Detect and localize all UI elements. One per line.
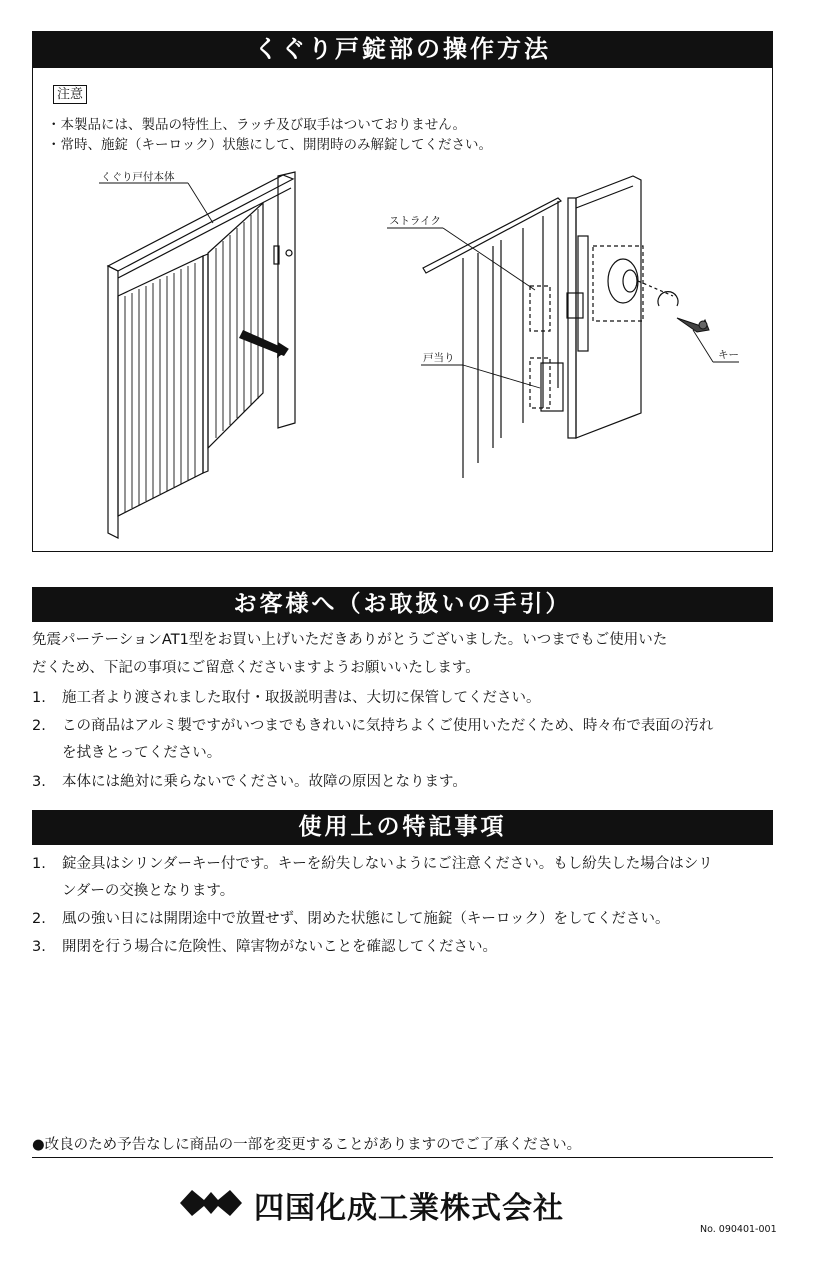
note-item-3-num: 3. bbox=[32, 939, 46, 955]
company-name: 四国化成工業株式会社 bbox=[254, 1191, 564, 1226]
intro-line-1: 免震パーテーションAT1型をお買い上げいただきありがとうございました。いつまでもご使用いた bbox=[32, 632, 668, 648]
section1-title: くぐり戸錠部の操作方法 bbox=[32, 31, 773, 68]
care-item-2 bbox=[32, 716, 713, 736]
document-number: No. 090401-001 bbox=[700, 1224, 777, 1235]
note-item-1-cont: ンダーの交換となります。 bbox=[62, 883, 235, 899]
care-item-1-num: 1. bbox=[32, 690, 46, 706]
caution-label: 注意 bbox=[53, 85, 87, 104]
care-item-2-num: 2. bbox=[32, 718, 46, 734]
section2-title: お客様へ（お取扱いの手引） bbox=[32, 587, 773, 622]
caution-note-1: ・本製品には、製品の特性上、ラッチ及び取手はついておりません。 bbox=[47, 117, 467, 133]
note-item-1-text: 錠金具はシリンダーキー付です。キーを紛失しないようにご注意ください。もし紛失した場合はシリ bbox=[62, 856, 713, 872]
care-item-2-cont: を拭きとってください。 bbox=[62, 745, 222, 761]
door-lock-diagram bbox=[33, 68, 772, 551]
note-item-1-num: 1. bbox=[32, 856, 46, 872]
note-item-3 bbox=[32, 937, 497, 957]
note-item-1 bbox=[32, 854, 713, 874]
intro-line-2: だくため、下記の事項にご留意くださいますようお願いいたします。 bbox=[32, 660, 480, 676]
care-item-3 bbox=[32, 772, 467, 792]
care-item-1 bbox=[32, 688, 541, 708]
note-item-2-num: 2. bbox=[32, 911, 46, 927]
label-stopper: 戸当り bbox=[423, 352, 455, 364]
note-item-3-text: 開閉を行う場合に危険性、障害物がないことを確認してください。 bbox=[62, 939, 497, 955]
caution-note-2: ・常時、施錠（キーロック）状態にして、開閉時のみ解錠してください。 bbox=[47, 137, 492, 153]
note-item-2 bbox=[32, 909, 670, 929]
footer-divider bbox=[32, 1157, 773, 1158]
care-item-2-text: この商品はアルミ製ですがいつまでもきれいに気持ちよくご使用いただくため、時々布で表面の汚れ bbox=[62, 718, 714, 734]
label-key: キー bbox=[718, 349, 739, 361]
note-item-2-text: 風の強い日には開閉途中で放置せず、閉めた状態にして施錠（キーロック）をしてください。 bbox=[62, 911, 670, 927]
section3-title: 使用上の特記事項 bbox=[32, 810, 773, 845]
label-door-body: くぐり戸付本体 bbox=[101, 171, 175, 183]
label-strike: ストライク bbox=[389, 215, 441, 227]
operation-box bbox=[32, 68, 773, 552]
care-item-3-num: 3. bbox=[32, 774, 46, 790]
footer-note: ●改良のため予告なしに商品の一部を変更することがありますのでご了承ください。 bbox=[32, 1137, 582, 1153]
care-item-3-text: 本体には絶対に乗らないでください。故障の原因となります。 bbox=[62, 774, 467, 790]
company-logo-icon bbox=[180, 1184, 242, 1222]
care-item-1-text: 施工者より渡されました取付・取扱説明書は、大切に保管してください。 bbox=[62, 690, 541, 706]
